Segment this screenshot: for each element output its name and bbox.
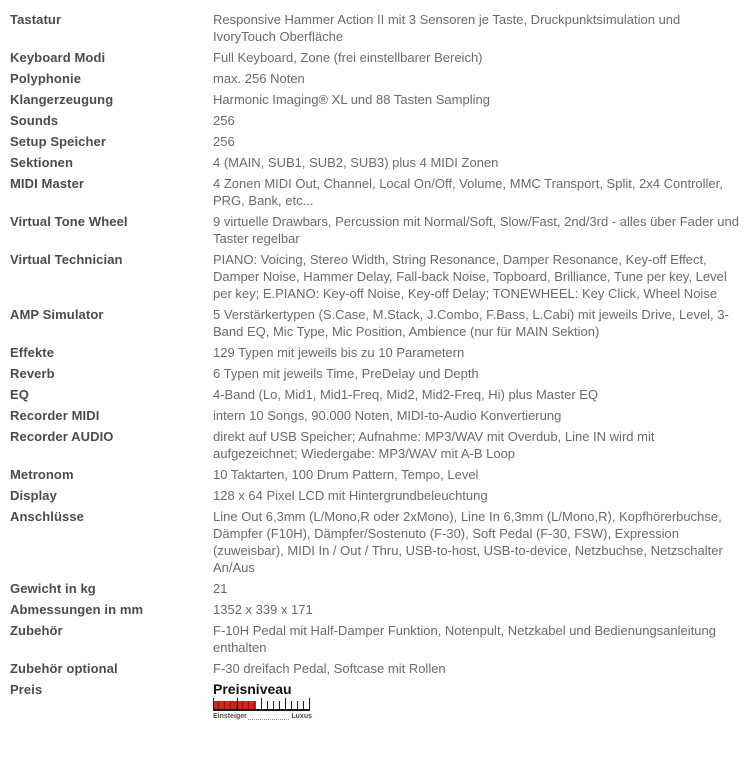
spec-row bbox=[10, 154, 740, 171]
spec-value bbox=[213, 681, 312, 721]
spec-row bbox=[10, 213, 740, 247]
price-level-scale bbox=[213, 698, 310, 711]
scale-major-tick bbox=[237, 698, 238, 709]
spec-value: 1352 x 339 x 171 bbox=[213, 602, 313, 617]
spec-row bbox=[10, 91, 740, 108]
spec-label: EQ bbox=[10, 387, 29, 402]
spec-value: 4 Zonen MIDI Out, Channel, Local On/Off, Volume, MMC Transport, Split, 2x4 Controller, PRG, Bank, etc... bbox=[213, 176, 723, 208]
spec-row bbox=[10, 344, 740, 361]
spec-label: Zubehör bbox=[10, 623, 63, 638]
spec-row bbox=[10, 11, 740, 45]
spec-value: 4-Band (Lo, Mid1, Mid1-Freq, Mid2, Mid2-Freq, Hi) plus Master EQ bbox=[213, 387, 599, 402]
spec-row bbox=[10, 70, 740, 87]
spec-row bbox=[10, 660, 740, 677]
spec-label: Anschlüsse bbox=[10, 509, 84, 524]
spec-label: Metronom bbox=[10, 467, 74, 482]
spec-value: F-10H Pedal mit Half-Damper Funktion, Notenpult, Netzkabel und Bedienungsanleitung enthalten bbox=[213, 623, 716, 655]
spec-value: 256 bbox=[213, 134, 235, 149]
scale-major-tick bbox=[213, 698, 214, 709]
spec-row bbox=[10, 428, 740, 462]
spec-label: Reverb bbox=[10, 366, 55, 381]
scale-major-tick bbox=[285, 698, 286, 709]
price-scale-labels bbox=[213, 713, 312, 721]
scale-major-tick bbox=[261, 698, 262, 709]
spec-value: F-30 dreifach Pedal, Softcase mit Rollen bbox=[213, 661, 446, 676]
spec-row bbox=[10, 622, 740, 656]
scale-baseline bbox=[213, 709, 310, 711]
spec-row bbox=[10, 508, 740, 576]
spec-label: Keyboard Modi bbox=[10, 50, 106, 65]
spec-row bbox=[10, 49, 740, 66]
spec-label: Abmessungen in mm bbox=[10, 602, 144, 617]
spec-label: Tastatur bbox=[10, 12, 62, 27]
price-max-label: Luxus bbox=[291, 713, 312, 720]
spec-value: intern 10 Songs, 90.000 Noten, MIDI-to-Audio Konvertierung bbox=[213, 408, 562, 423]
spec-value: max. 256 Noten bbox=[213, 71, 305, 86]
price-level-title: Preisniveau bbox=[213, 681, 292, 697]
price-fill bbox=[213, 701, 256, 709]
spec-label: Effekte bbox=[10, 345, 55, 360]
scale-major-tick bbox=[309, 698, 310, 709]
spec-label: Virtual Tone Wheel bbox=[10, 214, 128, 229]
spec-row bbox=[10, 112, 740, 129]
price-level-graphic bbox=[213, 681, 312, 721]
spec-row bbox=[10, 601, 740, 618]
spec-row bbox=[10, 306, 740, 340]
spec-value: 6 Typen mit jeweils Time, PreDelay und Depth bbox=[213, 366, 479, 381]
spec-label: Virtual Technician bbox=[10, 252, 123, 267]
spec-label: Sektionen bbox=[10, 155, 74, 170]
spec-value: 128 x 64 Pixel LCD mit Hintergrundbeleuchtung bbox=[213, 488, 488, 503]
spec-value: direkt auf USB Speicher; Aufnahme: MP3/WAV mit Overdub, Line IN wird mit aufgezeichnet; Wiedergabe: MP3/WAV mit A-B Loop bbox=[213, 429, 655, 461]
spec-label: Display bbox=[10, 488, 57, 503]
spec-value: 9 virtuelle Drawbars, Percussion mit Normal/Soft, Slow/Fast, 2nd/3rd - alles über Fader und Taster regelbar bbox=[213, 214, 739, 246]
spec-label: Polyphonie bbox=[10, 71, 82, 86]
price-scale-leader bbox=[248, 718, 290, 720]
spec-value: 5 Verstärkertypen (S.Case, M.Stack, J.Combo, F.Bass, L.Cabi) mit jeweils Drive, Level, 3-Band EQ, Mic Type, Mic Position, Ambience (nur für MAIN Sektion) bbox=[213, 307, 729, 339]
spec-row bbox=[10, 466, 740, 483]
spec-row bbox=[10, 175, 740, 209]
spec-value: Full Keyboard, Zone (frei einstellbarer Bereich) bbox=[213, 50, 483, 65]
spec-label: Zubehör optional bbox=[10, 661, 118, 676]
spec-row bbox=[10, 365, 740, 382]
spec-row bbox=[10, 681, 740, 721]
spec-row bbox=[10, 251, 740, 302]
spec-row bbox=[10, 386, 740, 403]
spec-row bbox=[10, 133, 740, 150]
spec-label: Recorder MIDI bbox=[10, 408, 100, 423]
spec-label: AMP Simulator bbox=[10, 307, 104, 322]
spec-value: 129 Typen mit jeweils bis zu 10 Parametern bbox=[213, 345, 465, 360]
spec-label: Gewicht in kg bbox=[10, 581, 96, 596]
spec-value: PIANO: Voicing, Stereo Width, String Resonance, Damper Resonance, Key-off Effect, Damper Noise, Hammer Delay, Fall-back Noise, Topboard, Brilliance, Tune per key, Level per key; E.PIANO: Key-off Noise, Key-off Delay; TONEWHEEL: Key Click, Wheel Noise bbox=[213, 252, 727, 301]
spec-label: Preis bbox=[10, 682, 43, 697]
spec-value: 4 (MAIN, SUB1, SUB2, SUB3) plus 4 MIDI Zonen bbox=[213, 155, 499, 170]
spec-label: Setup Speicher bbox=[10, 134, 107, 149]
spec-value: Harmonic Imaging® XL und 88 Tasten Sampling bbox=[213, 92, 490, 107]
spec-label: Recorder AUDIO bbox=[10, 429, 114, 444]
spec-row bbox=[10, 580, 740, 597]
spec-value: 256 bbox=[213, 113, 235, 128]
spec-label: MIDI Master bbox=[10, 176, 85, 191]
spec-label: Klangerzeugung bbox=[10, 92, 114, 107]
spec-value: Responsive Hammer Action II mit 3 Sensoren je Taste, Druckpunktsimulation und IvoryTouch Oberfläche bbox=[213, 12, 681, 44]
spec-value: Line Out 6,3mm (L/Mono,R oder 2xMono), Line In 6,3mm (L/Mono,R), Kopfhörerbuchse, Dämpfer (F10H), Dämpfer/Sostenuto (F-30), Soft Pedal (F-30, FSW), Expression (zuweisbar), MIDI In / Out / Thru, USB-to-host, USB-to-device, Netzbuchse, Netzschalter An/Aus bbox=[213, 509, 723, 575]
price-min-label: Einsteiger bbox=[213, 713, 247, 720]
spec-value: 21 bbox=[213, 581, 228, 596]
spec-row bbox=[10, 407, 740, 424]
spec-label: Sounds bbox=[10, 113, 59, 128]
spec-row bbox=[10, 487, 740, 504]
spec-value: 10 Taktarten, 100 Drum Pattern, Tempo, Level bbox=[213, 467, 479, 482]
